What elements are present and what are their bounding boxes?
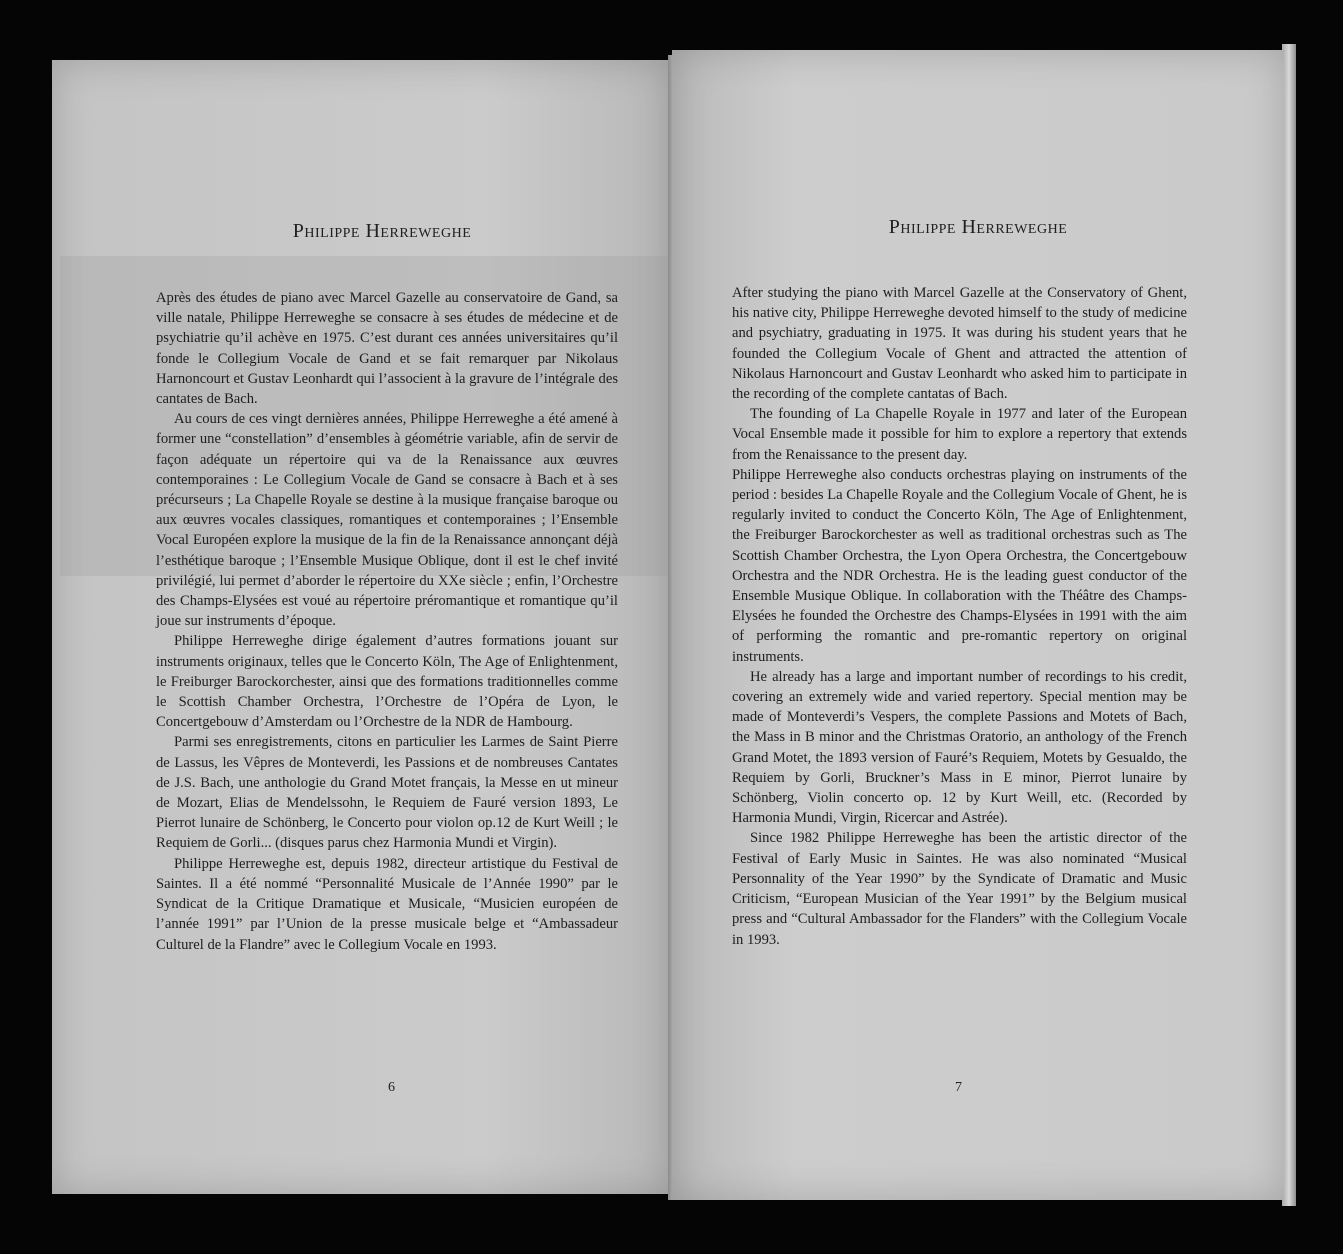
right-page-body — [732, 283, 1187, 950]
right-paragraph-5: Since 1982 Philippe Herreweghe has been the artistic director of the Festival of Early Music in Saintes. He was also nominated “Musical Personnality of the Year 1990” by the Syndicate of Dramatic and Music Criticism, “European Musician of the Year 1991” by the Belgium musical press and “Cultural Ambassador for the Flanders” with the Collegium Vocale in 1993. — [732, 830, 1187, 948]
right-page-heading: Philippe Herreweghe — [888, 216, 1068, 238]
right-paragraph-3: Philippe Herreweghe also conducts orchestras playing on instruments of the period : besides La Chapelle Royale and the Collegium Vocale of Ghent, he is regularly invited to conduct the Concerto Köln, The Age of Enlightenment, the Freiburger Barockorchester as well as traditional orchestras such as The Scottish Chamber Orchestra, the Lyon Opera Orchestra, the Concertgebouw Orchestra and the NDR Orchestra. He is the leading guest conductor of the Ensemble Musique Oblique. In collaboration with the Théâtre des Champs-Elysées he founded the Orchestre des Champs-Elysées in 1991 with the aim of performing the romantic and pre-romantic repertory on original instruments. — [732, 466, 1187, 665]
left-paragraph-5: Philippe Herreweghe est, depuis 1982, directeur artistique du Festival de Saintes. Il a été nommé “Personnalité Musicale de l’Année 1990” par le Syndicat de la Critique Dramatique et Musicale, “Musicien européen de l’année 1991” par l’Union de la presse musicale belge et “Ambassadeur Culturel de la Flandre” avec le Collegium Vocale en 1993. — [156, 855, 618, 953]
left-page-heading: Philippe Herreweghe — [292, 220, 472, 242]
right-paragraph-4: He already has a large and important number of recordings to his credit, covering an extremely wide and varied repertory. Special mention may be made of Monteverdi’s Vespers, the complete Passions and Motets of Bach, the Mass in B minor and the Christmas Oratorio, an anthology of the French Grand Motet, the 1893 version of Fauré’s Requiem, Motets by Gesualdo, the Requiem by Gorli, Bruckner’s Mass in E minor, Pierrot lunaire by Schönberg, Violin concerto op. 12 by Kurt Weill, etc. (Recorded by Harmonia Mundi, Virgin, Ricercar and Astrée). — [732, 668, 1187, 827]
left-paragraph-3: Philippe Herreweghe dirige également d’autres formations jouant sur instruments originaux, telles que le Concerto Köln, The Age of Enlightenment, le Freiburger Barockorchester, ainsi que des formations traditionnelles comme le Scottish Chamber Orchestra, l’Orchestre de l’Opéra de Lyon, le Concertgebouw d’Amsterdam ou l’Orchestre de la NDR de Hambourg. — [156, 633, 618, 731]
left-paragraph-4: Parmi ses enregistrements, citons en particulier les Larmes de Saint Pierre de Lassus, les Vêpres de Monteverdi, les Passions et de nombreuses Cantates de J.S. Bach, une anthologie du Grand Motet français, la Messe en ut mineur de Mozart, Elias de Mendelssohn, le Requiem de Fauré version 1893, Le Pierrot lunaire de Schönberg, le Concerto pour violon op.12 de Kurt Weill ; le Requiem de Gorli... (disques parus chez Harmonia Mundi et Virgin). — [156, 734, 618, 852]
right-page — [672, 50, 1284, 1200]
right-page-number: 7 — [955, 1080, 962, 1095]
right-paragraph-1: After studying the piano with Marcel Gazelle at the Conservatory of Ghent, his native city, Philippe Herreweghe devoted himself to the study of medicine and psychiatry, graduating in 1975. It was during his student years that he founded the Collegium Vocale of Ghent and attracted the attention of Nikolaus Harnoncourt and Gustav Leonhardt who asked him to participate in the recording of the complete cantatas of Bach. — [732, 285, 1187, 403]
left-page-body — [156, 288, 618, 955]
left-paragraph-1: Après des études de piano avec Marcel Gazelle au conservatoire de Gand, sa ville natale, Philippe Herreweghe se consacre à ses études de médecine et de psychiatrie qu’il achève en 1975. C’est durant ces années universitaires qu’il fonde le Collegium Vocale de Gand et se fait remarquer par Nikolaus Harnoncourt et Gustav Leonhardt qui l’associent à la gravure de l’intégrale des cantates de Bach. — [156, 290, 618, 408]
left-page — [52, 60, 670, 1194]
left-paragraph-2: Au cours de ces vingt dernières années, Philippe Herreweghe a été amené à former une “constellation” d’ensembles à géométrie variable, afin de servir de façon adéquate un répertoire qui va de la Renaissance aux œuvres contemporaines : Le Collegium Vocale de Gand se consacre à Bach et à ses précurseurs ; La Chapelle Royale se destine à la musique française baroque ou aux œuvres vocales classiques, romantiques et contemporaines ; l’Ensemble Vocal Européen explore la musique de la fin de la Renaissance annonçant déjà l’esthétique baroque ; l’Ensemble Musique Oblique, dont il est le chef invité privilégié, lui permet d’aborder le répertoire du XXe siècle ; enfin, l’Orchestre des Champs-Elysées est voué au répertoire préromantique et romantique qu’il joue sur instruments d’époque. — [156, 411, 618, 630]
page-stack-edge — [1282, 44, 1296, 1206]
right-paragraph-2: The founding of La Chapelle Royale in 1977 and later of the European Vocal Ensemble made it possible for him to explore a repertory that extends from the Renaissance to the present day. — [732, 406, 1187, 463]
left-page-number: 6 — [388, 1080, 395, 1095]
